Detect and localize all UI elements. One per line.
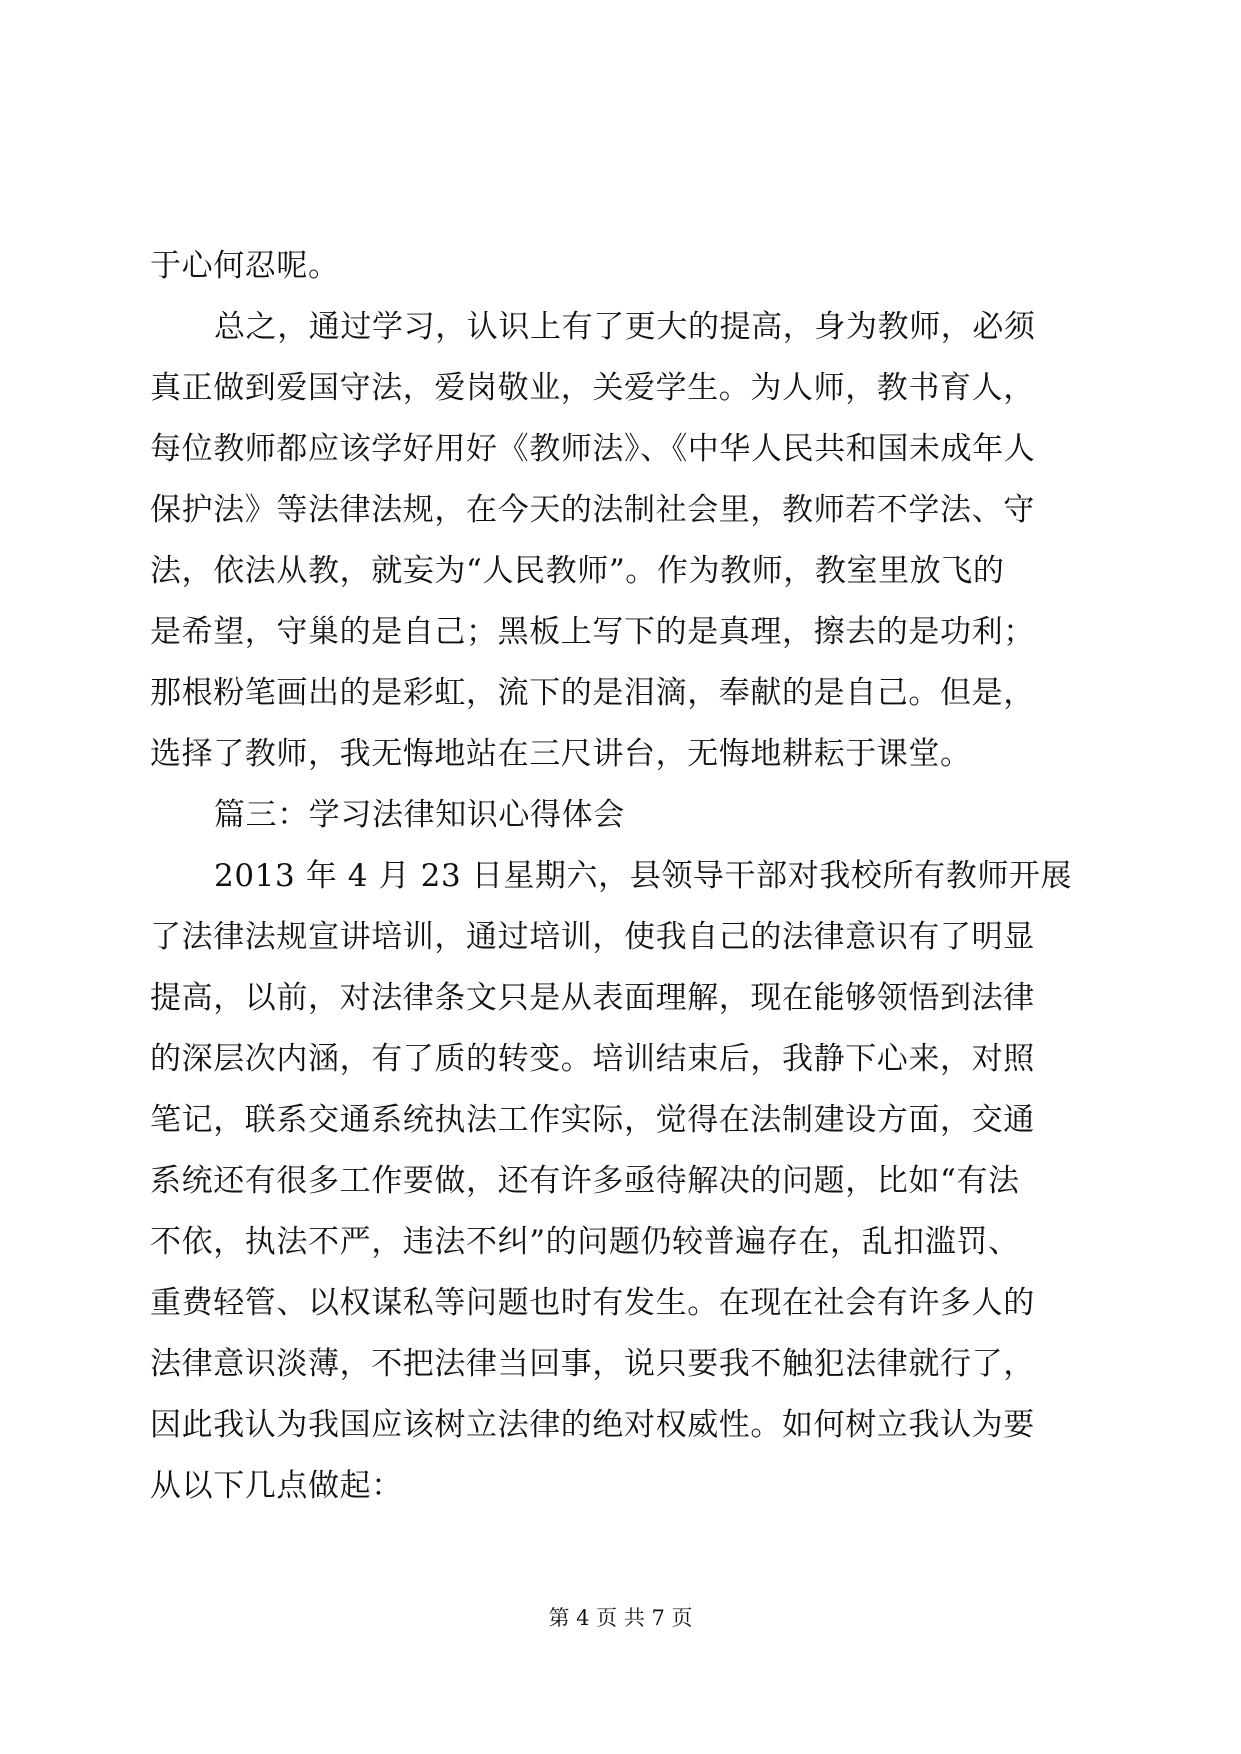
text-line: 是希望，守巢的是自己；黑板上写下的是真理，擦去的是功利； — [150, 614, 1035, 650]
text-line: 的深层次内涵，有了质的转变。培训结束后，我静下心来，对照 — [150, 1041, 1035, 1077]
text-line: 笔记，联系交通系统执法工作实际，觉得在法制建设方面，交通 — [150, 1102, 1035, 1138]
text-line: 了法律法规宣讲培训，通过培训，使我自己的法律意识有了明显 — [150, 919, 1035, 955]
text-line: 因此我认为我国应该树立法律的绝对权威性。如何树立我认为要 — [150, 1407, 1035, 1443]
page-number-footer: 第 4 页 共 7 页 — [548, 1606, 693, 1630]
text-line: 法，依法从教，就妄为“人民教师”。作为教师，教室里放飞的 — [150, 553, 1005, 589]
text-line: 每位教师都应该学好用好《教师法》、《中华人民共和国未成年人 — [150, 431, 1036, 467]
text-line: 保护法》等法律法规，在今天的法制社会里，教师若不学法、守 — [150, 492, 1035, 528]
paragraph-start: 总之，通过学习，认识上有了更大的提高，身为教师，必须 — [214, 309, 1036, 345]
text-line: 法律意识淡薄，不把法律当回事，说只要我不触犯法律就行了， — [150, 1346, 1035, 1382]
text-line: 真正做到爱国守法，爱岗敬业，关爱学生。为人师，教书育人， — [150, 370, 1035, 406]
document-body — [150, 236, 1090, 1517]
text-line: 系统还有很多工作要做，还有许多亟待解决的问题，比如“有法 — [150, 1163, 1020, 1199]
text-line: 于心何忍呢。 — [150, 248, 340, 284]
text-line: 提高，以前，对法律条文只是从表面理解，现在能够领悟到法律 — [150, 980, 1035, 1016]
text-line: 那根粉笔画出的是彩虹，流下的是泪滴，奉献的是自己。但是， — [150, 675, 1035, 711]
text-line: 重费轻管、以权谋私等问题也时有发生。在现在社会有许多人的 — [150, 1285, 1035, 1321]
section-heading: 篇三：学习法律知识心得体会 — [214, 797, 625, 833]
paragraph-start: 2013 年 4 月 23 日星期六，县领导干部对我校所有教师开展 — [214, 858, 1073, 894]
text-line: 不依，执法不严，违法不纠”的问题仍较普遍存在，乱扣滥罚、 — [150, 1224, 1020, 1260]
text-line: 从以下几点做起： — [150, 1468, 403, 1504]
text-line: 选择了教师，我无悔地站在三尺讲台，无悔地耕耘于课堂。 — [150, 736, 972, 772]
